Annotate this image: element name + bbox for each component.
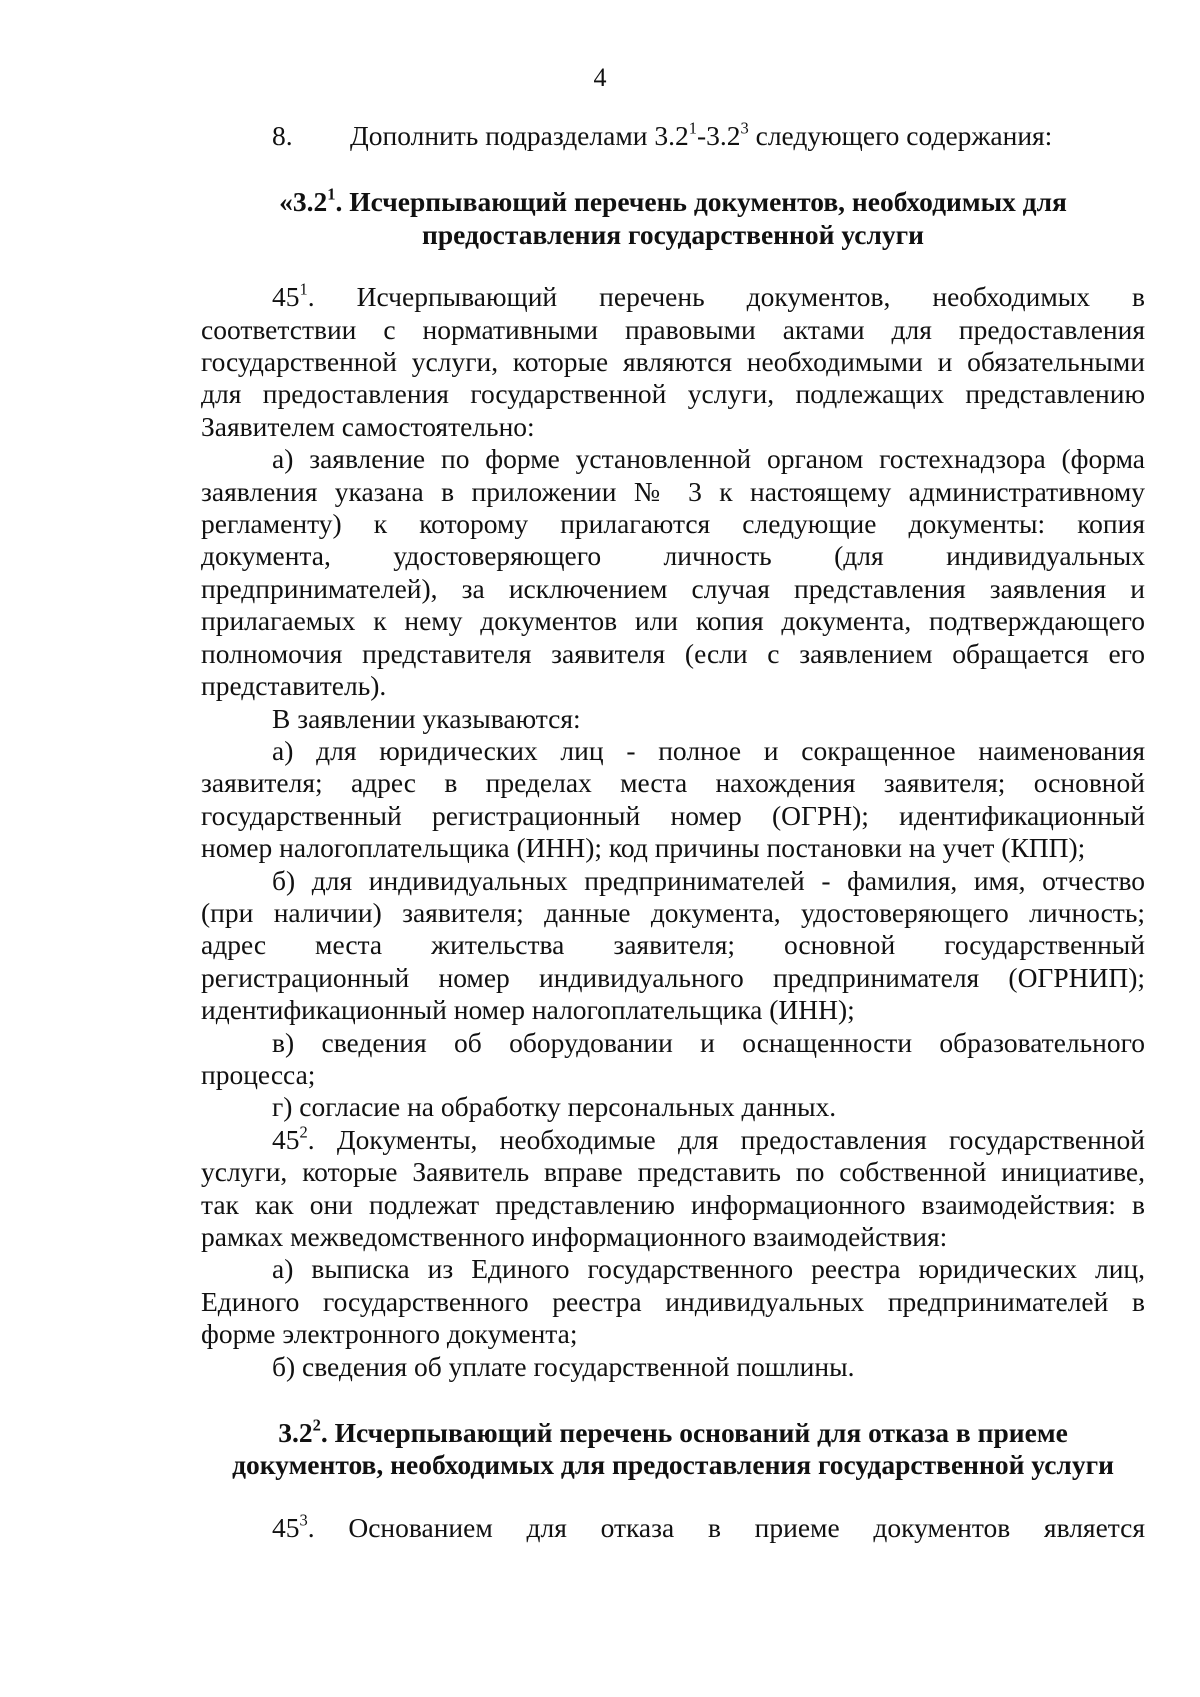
list-item-a-application: а) заявление по форме установленной органом гостехнадзора (форма заявления указана в приложении № 3 к настоящему административному регламенту) к которому прилагаются следующие документы: копия документа, удостоверяющего личность (для индивидуальных предпринимателей), за исключением случая представления заявления и прилагаемых к нему документов или копия документа, подтверждающего полномочия представителя заявителя (если с заявлением обращается его представитель).: [201, 443, 1145, 702]
list-item-a-legal-entities: а) для юридических лиц - полное и сокращенное наименования заявителя; адрес в пределах места нахождения заявителя; основной государственный регистрационный номер (ОГРН); идентификационный номер налогоплательщика (ИНН); код причины постановки на учет (КПП);: [201, 734, 1145, 864]
page-number: 4: [593, 63, 607, 92]
paragraph-45-2: $45^2$. Документы, необходимые для предоставления государственной услуги, которые Заявитель вправе представить по собственной инициативе, так как они подлежат представлению информационного взаимодействия: в рамках межведомственного информационного взаимодействия:: [201, 1122, 1145, 1252]
amendment-number: 8.: [272, 120, 293, 151]
amendment-text: Дополнить подразделами $3.2^1-3.2^3$ следующего содержания:: [350, 118, 1053, 151]
paragraph-45-1: $45^1$. Исчерпывающий перечень документов, необходимых в соответствии с нормативными правовыми актами для предоставления государственной услуги, которые являются необходимыми и обязательными для предоставления государственной услуги, подлежащих представлению Заявителем самостоятельно:: [201, 279, 1145, 442]
section-heading-3-2-1: «$3.2^1$. Исчерпывающий перечень документов, необходимых для предоставления государственной услуги: [279, 184, 1067, 250]
list-item-a-extract: а) выписка из Единого государственного реестра юридических лиц, Единого государственного реестра индивидуальных предпринимателей в форме электронного документа;: [201, 1253, 1145, 1350]
list-item-v-equipment: в) сведения об оборудовании и оснащенности образовательного процесса;: [201, 1026, 1145, 1090]
list-item-b-fee: б) сведения об уплате государственной пошлины.: [272, 1350, 855, 1382]
paragraph-45-3: $45^3$. Основанием для отказа в приеме документов является: [272, 1510, 1145, 1543]
list-item-b-entrepreneurs: б) для индивидуальных предпринимателей - фамилия, имя, отчество (при наличии) заявителя; данные документа, удостоверяющего личность; адрес места жительства заявителя; основной государственный регистрационный номер индивидуального предпринимателя (ОГРНИП); идентификационный номер налогоплательщика (ИНН);: [201, 864, 1145, 1026]
document-body: [201, 120, 1145, 1544]
amendment-intro: [201, 120, 1145, 152]
statement-contents-intro: В заявлении указываются:: [272, 702, 581, 734]
section-heading-3-2-2: $3.2^2$. Исчерпывающий перечень оснований для отказа в приеме документов, необходимых для предоставления государственной услуги: [232, 1415, 1114, 1481]
list-item-g-consent: г) согласие на обработку персональных данных.: [272, 1091, 837, 1123]
